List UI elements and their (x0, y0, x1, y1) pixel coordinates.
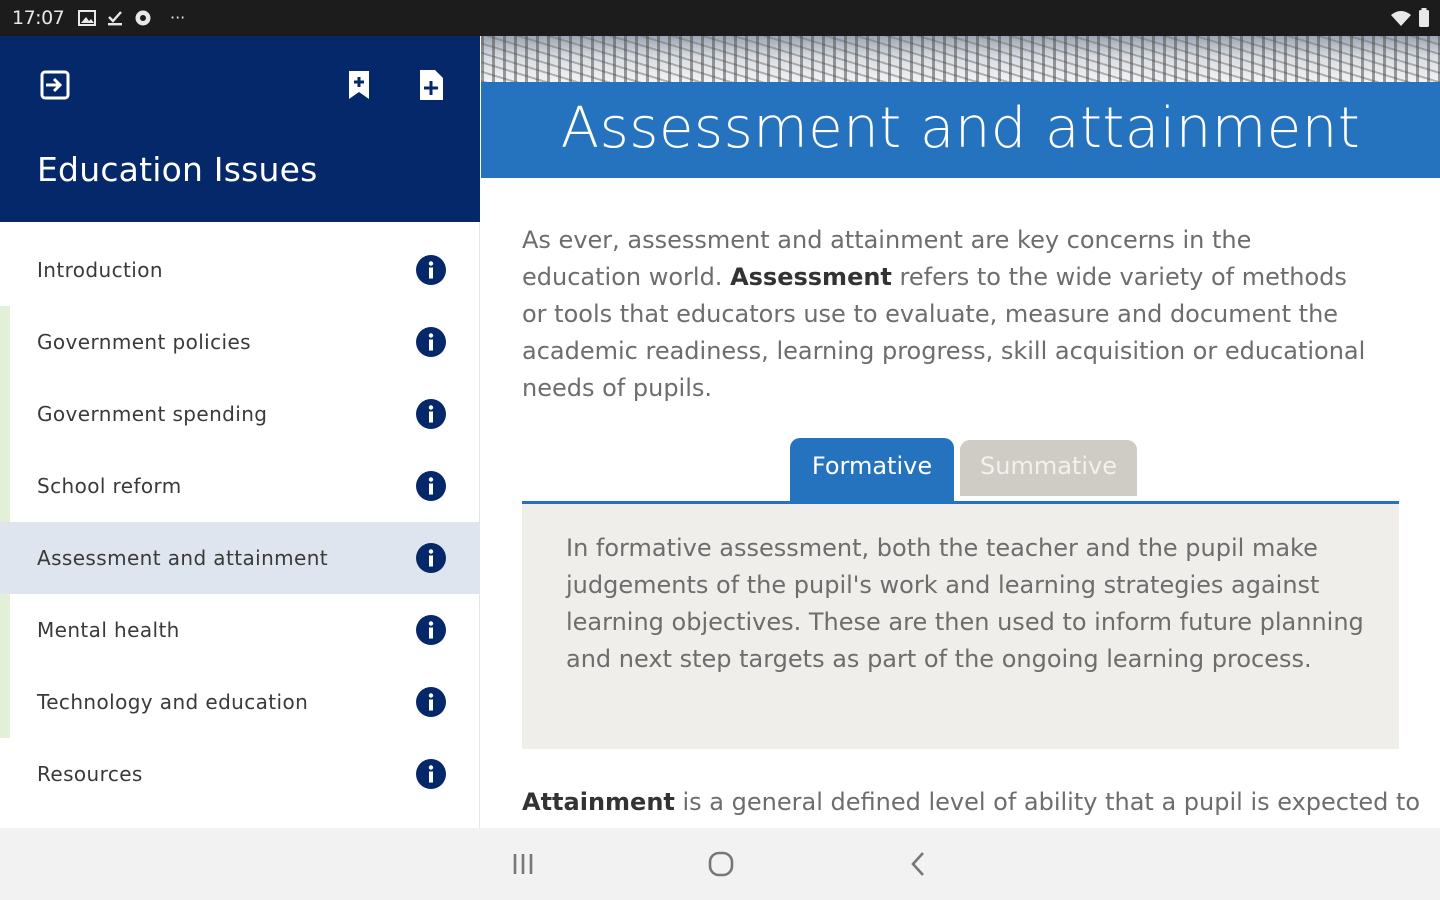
exit-icon[interactable] (38, 68, 72, 102)
info-icon[interactable] (415, 686, 447, 718)
wifi-icon (1390, 9, 1412, 27)
battery-icon (1418, 8, 1430, 28)
attainment-text: is a general defined level of ability that a pupil is expected to (674, 788, 1421, 816)
info-icon[interactable] (415, 614, 447, 646)
bookmark-add-icon[interactable] (342, 68, 376, 102)
nav-item-introduction[interactable] (0, 234, 480, 306)
attainment-paragraph (522, 784, 1421, 821)
status-time: 17:07 (12, 7, 65, 29)
navigation-drawer (0, 36, 480, 828)
nav-item-government-policies[interactable] (0, 306, 480, 378)
info-icon[interactable] (415, 398, 447, 430)
page-title: Assessment and attainment (560, 96, 1361, 161)
status-bar (0, 0, 1440, 36)
circle-status-icon (134, 9, 152, 27)
nav-item-label: Resources (37, 762, 143, 786)
info-icon[interactable] (415, 758, 447, 790)
nav-item-label: Technology and education (37, 690, 309, 714)
download-done-icon (106, 9, 124, 27)
nav-item-label: Introduction (37, 258, 163, 282)
info-icon[interactable] (415, 470, 447, 502)
drawer-header (0, 36, 480, 222)
nav-item-technology-and-education[interactable] (0, 666, 480, 738)
info-icon[interactable] (415, 326, 447, 358)
nav-item-label: Government policies (37, 330, 252, 354)
nav-item-government-spending[interactable] (0, 378, 480, 450)
nav-item-label: Government spending (37, 402, 268, 426)
nav-item-assessment-and-attainment[interactable] (0, 522, 480, 594)
nav-list (0, 234, 480, 810)
tab-summative[interactable]: Summative (960, 440, 1137, 496)
intro-paragraph (522, 222, 1372, 407)
nav-item-label: Assessment and attainment (37, 546, 329, 570)
recent-apps-icon[interactable] (507, 848, 539, 880)
attainment-bold-term: Attainment (522, 788, 675, 816)
intro-text-start: As ever, assessment and attainment are key concerns in the education world. (522, 226, 1252, 291)
system-nav-bar (0, 828, 1440, 900)
tab-formative[interactable]: Formative (790, 438, 954, 501)
header-banner-image (481, 36, 1440, 82)
back-icon[interactable] (903, 848, 935, 880)
formative-text: In formative assessment, both the teacher and the pupil make judgements of the pupil's work and learning strategies against learning objectives. These are then used to inform future planning and next step targets as part of the ongoing learning process. (566, 534, 1364, 673)
intro-text-end: refers to the wide variety of methods or tools that educators use to evaluate, measure and document the academic readiness, learning progress, skill acquisition or educational needs of pupils. (522, 263, 1366, 402)
more-dots-icon: ··· (170, 8, 186, 27)
nav-item-school-reform[interactable] (0, 450, 480, 522)
info-icon[interactable] (415, 254, 447, 286)
assessment-tabs (522, 438, 1399, 504)
info-icon[interactable] (415, 542, 447, 574)
note-add-icon[interactable] (414, 68, 448, 102)
nav-item-mental-health[interactable] (0, 594, 480, 666)
nav-item-label: School reform (37, 474, 182, 498)
nav-item-label: Mental health (37, 618, 180, 642)
nav-item-resources[interactable] (0, 738, 480, 810)
intro-bold-term: Assessment (730, 263, 892, 291)
title-bar (481, 82, 1440, 178)
home-icon[interactable] (705, 848, 737, 880)
formative-panel (522, 504, 1399, 749)
content-pane (481, 36, 1440, 828)
image-icon (78, 9, 96, 27)
app-title: Education Issues (37, 150, 318, 189)
